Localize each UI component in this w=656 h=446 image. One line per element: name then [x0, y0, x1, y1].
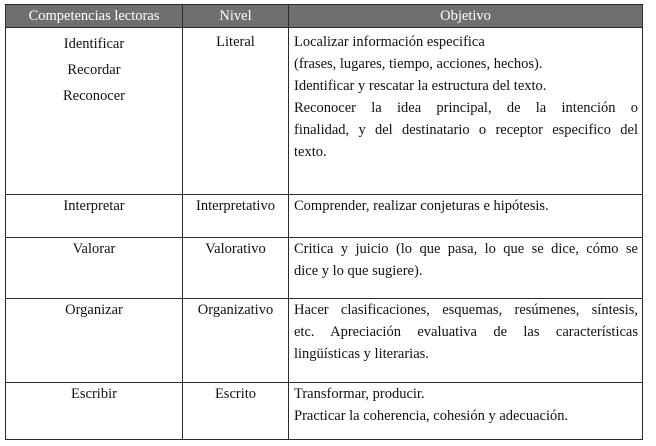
nivel-cell: Interpretativo	[196, 198, 275, 214]
objetivo-text: finalidad, y del destinatario o receptor especifico del	[294, 122, 638, 138]
competencia-text: Escribir	[71, 386, 117, 402]
nivel-cell: Organizativo	[197, 302, 274, 318]
competencias-cell	[6, 383, 182, 405]
objetivo-text: etc. Apreciación evaluativa de las características	[294, 324, 638, 340]
objetivo-text: Transformar, producir.	[294, 386, 425, 402]
table-header	[6, 5, 642, 28]
competencias-cell	[6, 195, 182, 217]
table-row	[6, 27, 642, 195]
competencias-table	[5, 4, 643, 440]
objetivo-text: Critica y juicio (lo que pasa, lo que se dice, cómo se	[294, 241, 638, 257]
objetivo-text: Comprender, realizar conjeturas e hipótesis.	[294, 198, 549, 214]
objetivo-text: Localizar información especifica	[294, 34, 485, 50]
competencia-text: Identificar	[63, 36, 125, 52]
header-nivel: Nivel	[219, 8, 252, 24]
table-row	[6, 382, 642, 440]
table-row	[6, 298, 642, 383]
competencias-cell	[6, 299, 182, 321]
objetivo-text: Identificar y rescatar la estructura del texto.	[294, 78, 547, 94]
competencia-text: Interpretar	[63, 198, 125, 214]
objetivo-text: dice y lo que sugiere).	[294, 263, 423, 279]
table-row	[6, 194, 642, 238]
objetivo-cell	[294, 238, 638, 282]
competencia-text: Organizar	[65, 302, 123, 318]
nivel-cell: Escrito	[214, 386, 257, 402]
objetivo-cell	[294, 195, 638, 217]
table-row	[6, 237, 642, 299]
objetivo-text: Hacer clasificaciones, esquemas, resúmenes, síntesis,	[294, 302, 638, 318]
competencia-text: Recordar	[67, 62, 121, 78]
competencia-text: Valorar	[72, 241, 116, 257]
objetivo-cell	[294, 31, 638, 163]
nivel-cell: Valorativo	[205, 241, 266, 257]
competencias-cell	[6, 238, 182, 260]
objetivo-text: Reconocer la idea principal, de la intención o	[294, 100, 638, 116]
competencias-cell	[6, 31, 182, 109]
objetivo-cell	[294, 299, 638, 365]
nivel-cell: Literal	[216, 34, 255, 50]
objetivo-text: lingüísticas y literarias.	[294, 346, 429, 362]
objetivo-cell	[294, 383, 638, 427]
header-objetivo: Objetivo	[440, 8, 491, 24]
objetivo-text: (frases, lugares, tiempo, acciones, hechos).	[294, 56, 543, 72]
objetivo-text: texto.	[294, 144, 327, 160]
header-competencias: Competencias lectoras	[28, 8, 160, 24]
competencia-text: Reconocer	[63, 88, 125, 104]
objetivo-text: Practicar la coherencia, cohesión y adecuación.	[294, 408, 569, 424]
